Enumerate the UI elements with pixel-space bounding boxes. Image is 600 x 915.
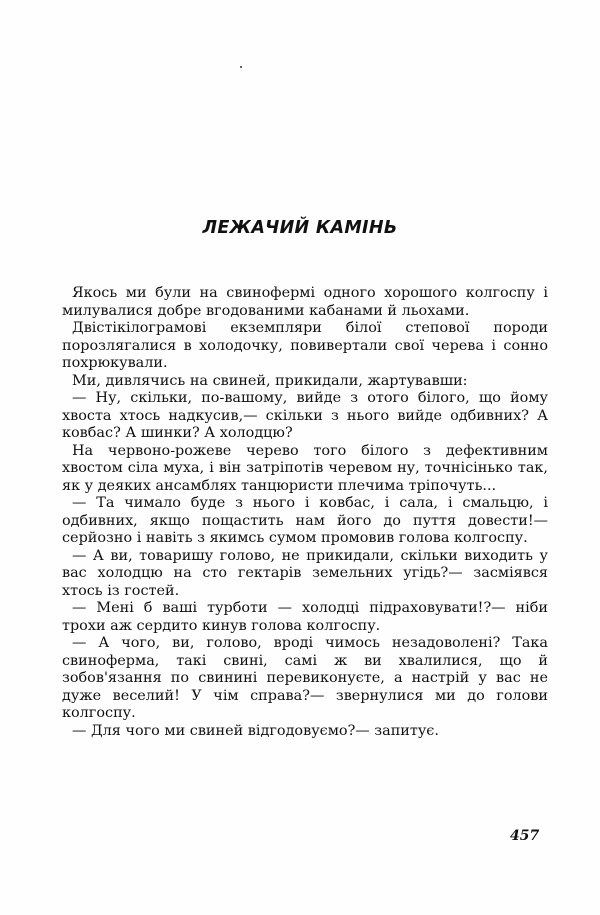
paragraph: — А ви, товаришу голово, не прикидали, скільки виходить у вас холодцю на сто гектарів земельних угідь?— засміявся хтось із гостей. [62,547,548,599]
paragraph: — Ну, скільки, по-вашому, вийде з отого білого, що йому хвоста хтось надкусив,— скільки з нього вийде одбивних? А ковбас? А шинки? А холодцю? [62,390,548,441]
paragraph: Ми, дивлячись на свиней, прикидали, жартувавши: [72,372,468,389]
paragraph: — Для чого ми свиней відгодовуємо?— запитує. [72,722,439,739]
body-text [62,285,548,740]
paragraph: — Мені б ваші турботи — холодці підраховувати!?— ніби трохи аж сердито кинув голова колгоспу. [62,600,548,634]
paragraph: На червоно-рожеве черево того білого з дефективним хвостом сіла муха, і він затріпотів черевом ну, точнісінько так, як у деяких ансамблях танцюристи плечима тріпочуть... [62,442,548,494]
paragraph: Двістікілограмові екземпляри білої степової породи порозлягалися в холодочку, повивертали свої черева і сонно похрюкували. [62,320,548,371]
chapter-title: ЛЕЖАЧИЙ КАМІНЬ [202,218,398,238]
paragraph: — Та чимало буде з нього і ковбас, і сала, і смальцю, і одбивних, якщо пощастить нам його до пуття довести!— серйозно і навіть з якимсь сумом промовив голова колгоспу. [62,495,548,546]
paragraph: Якось ми були на свинофермі одного хорошого колгоспу і милувалися добре вгодованими кабанами й льохами. [62,285,548,319]
page-number: 457 [510,828,540,844]
print-speck [240,66,242,68]
paragraph: — А чого, ви, голово, вроді чимось незадоволені? Така свиноферма, такі свині, самі ж ви хвалилися, що й зобов'язання по свинині перевиконуєте, а настрій у вас не дуже веселий! У чім справа?— звернулися ми до голови колгоспу. [62,635,548,721]
